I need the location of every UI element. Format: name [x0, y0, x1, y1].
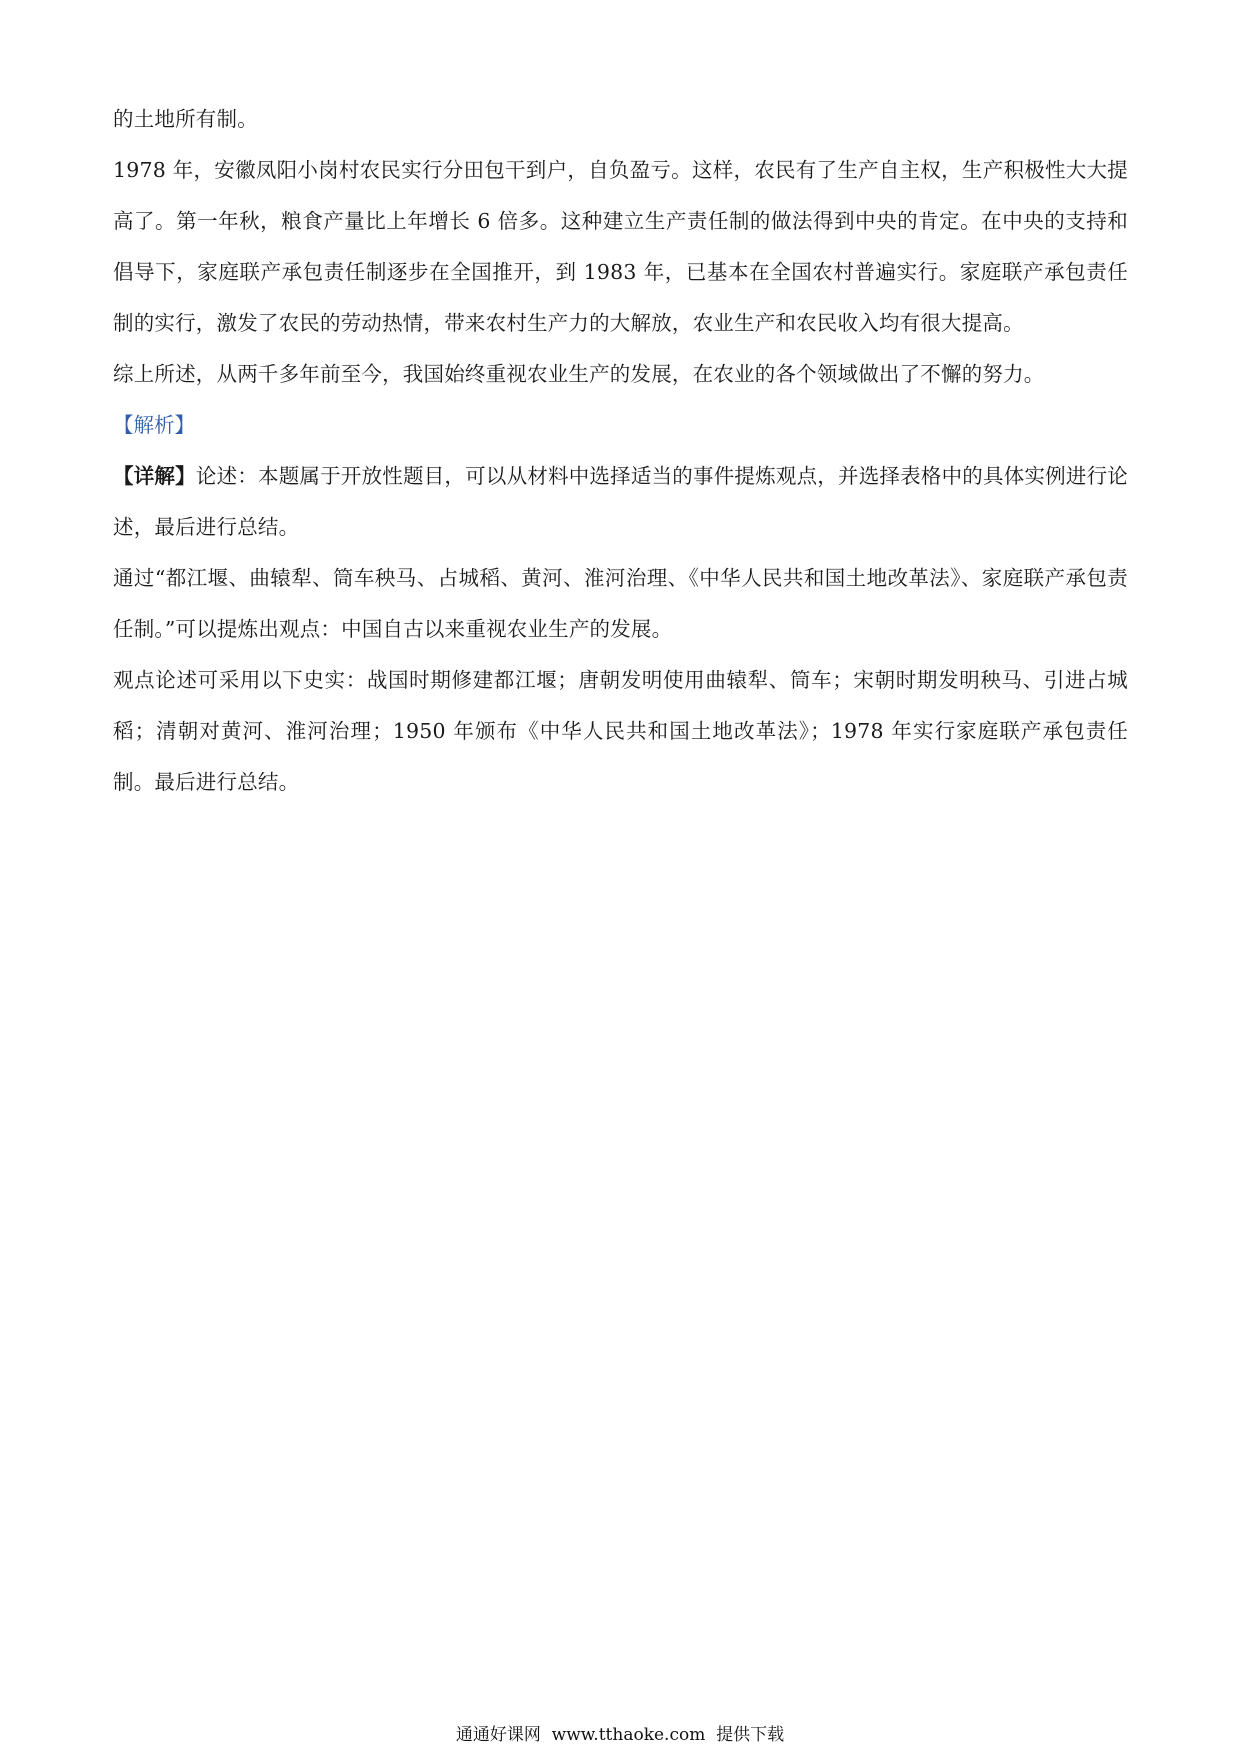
- paragraph-summary: 综上所述，从两千多年前至今，我国始终重视农业生产的发展，在农业的各个领域做出了不懈的努力。: [113, 362, 1045, 386]
- evidence-paragraph: 观点论述可采用以下史实：战国时期修建都江堰；唐朝发明使用曲辕犁、筒车；宋朝时期发明秧马、引进占城稻；清朝对黄河、淮河治理；1950 年颁布《中华人民共和国土地改革法》；1978 年实行家庭联产承包责任制。最后进行总结。: [113, 668, 1128, 794]
- analysis-heading: 【解析】: [113, 413, 195, 437]
- detail-label: 【详解】: [113, 464, 196, 488]
- viewpoint-paragraph: 通过“都江堰、曲辕犁、筒车秧马、占城稻、黄河、淮河治理、《中华人民共和国土地改革法》、家庭联产承包责任制。”可以提炼出观点：中国自古以来重视农业生产的发展。: [113, 566, 1128, 641]
- document-body: [113, 94, 1128, 808]
- page-footer: 通通好课网 www.tthaoke.com 提供下载: [455, 1725, 785, 1745]
- detail-paragraph: [113, 451, 1128, 553]
- detail-text: 论述：本题属于开放性题目，可以从材料中选择适当的事件提炼观点，并选择表格中的具体实例进行论述，最后进行总结。: [113, 464, 1128, 539]
- paragraph-xiaogang-village: 1978 年，安徽凤阳小岗村农民实行分田包干到户，自负盈亏。这样，农民有了生产自主权，生产积极性大大提高了。第一年秋，粮食产量比上年增长 6 倍多。这种建立生产责任制的做法得到中央的肯定。在中央的支持和倡导下，家庭联产承包责任制逐步在全国推开，到 1983 年，已基本在全国农村普遍实行。家庭联产承包责任制的实行，激发了农民的劳动热情，带来农村生产力的大解放，农业生产和农民收入均有很大提高。: [113, 158, 1128, 335]
- paragraph-land-ownership-end: 的土地所有制。: [113, 107, 258, 131]
